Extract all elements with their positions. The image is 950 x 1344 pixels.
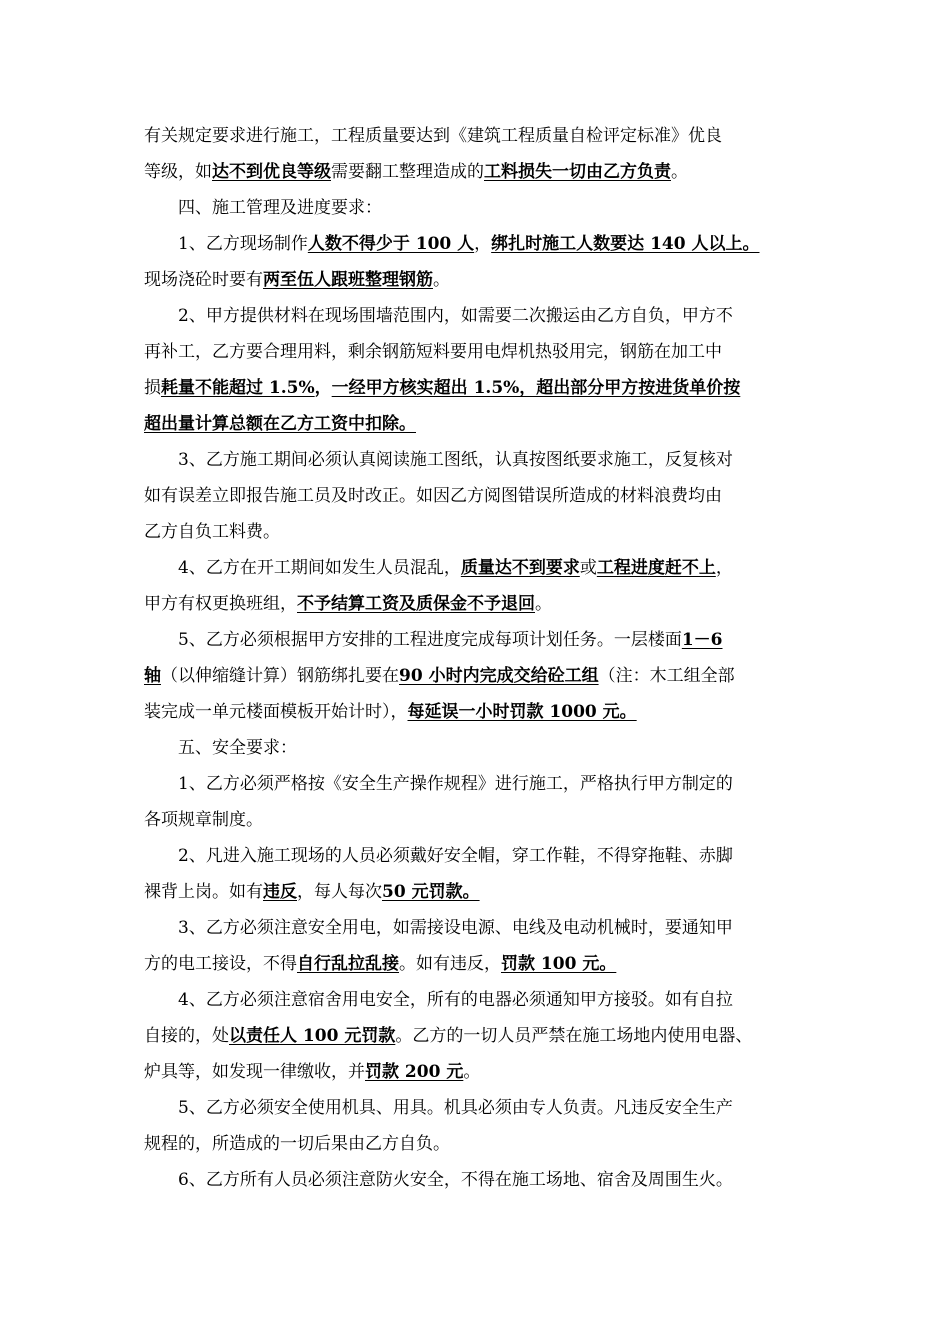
text-run: 6、乙方所有人员必须注意防火安全，不得在施工场地、宿舍及周围生火。 [178,1170,733,1190]
text-line [144,946,812,982]
text-run: 2、凡进入施工现场的人员必须戴好安全帽，穿工作鞋，不得穿拖鞋、赤脚 [178,846,733,866]
text-line [144,694,812,730]
text-line [144,910,812,946]
text-line [144,118,812,154]
text-run: 裸背上岗。如有 [144,882,263,902]
text-line [144,874,812,910]
text-run: 规程的，所造成的一切后果由乙方自负。 [144,1134,450,1154]
text-run: 5、乙方必须安全使用机具、用具。机具必须由专人负责。凡违反安全生产 [178,1098,733,1118]
text-line [144,838,812,874]
text-run: 需要翻工整理造成的 [331,162,484,182]
text-run: 。乙方的一切人员严禁在施工场地内使用电器、 [395,1026,753,1046]
text-run: 2、甲方提供材料在现场围墙范围内，如需要二次搬运由乙方自负，甲方不 [178,306,733,326]
text-run: 1、乙方现场制作 [178,234,308,254]
section-heading [144,730,812,766]
text-line [144,226,812,262]
emphasis-run: 质量达不到要求 [460,558,580,578]
text-run: ， [474,234,492,254]
text-run: 方的电工接设，不得 [144,954,297,974]
text-run: 4、乙方在开工期间如发生人员混乱， [178,558,461,578]
text-line [144,586,812,622]
text-run: （注：木工组全部 [598,666,735,686]
emphasis-run: 违反 [263,882,297,902]
text-run: 四、施工管理及进度要求： [178,198,382,218]
emphasis-run: 绑扎时施工人数要达 140 人以上。 [491,234,760,254]
text-run: 现场浇砼时要有 [144,270,263,290]
text-run: 五、安全要求： [178,738,297,758]
text-line [144,766,812,802]
text-line [144,1018,812,1054]
text-run: ，每人每次 [297,882,382,902]
text-run: 5、乙方必须根据甲方安排的工程进度完成每项计划任务。一层楼面 [178,630,682,650]
emphasis-run: 以责任人 100 元罚款 [229,1026,396,1046]
text-line [144,550,812,586]
text-run: 各项规章制度。 [144,810,263,830]
emphasis-run: 两至伍人跟班整理钢筋 [263,270,433,290]
text-line [144,1126,812,1162]
text-line [144,1090,812,1126]
text-run: ， [314,378,332,398]
text-run: 。 [433,270,450,290]
text-line [144,370,812,406]
emphasis-run: 超出量计算总额在乙方工资中扣除。 [144,414,416,434]
text-line [144,1162,812,1198]
text-line [144,1054,812,1090]
text-line [144,622,812,658]
text-line [144,658,812,694]
emphasis-run: 达不到优良等级 [212,162,331,182]
text-run: 自接的，处 [144,1026,229,1046]
text-line [144,406,812,442]
text-line [144,334,812,370]
text-run: 1、乙方必须严格按《安全生产操作规程》进行施工，严格执行甲方制定的 [178,774,733,794]
text-run: 如有误差立即报告施工员及时改正。如因乙方阅图错误所造成的材料浪费均由 [144,486,722,506]
text-run: 3、乙方必须注意安全用电，如需接设电源、电线及电动机械时，要通知甲 [178,918,733,938]
text-run: 或 [579,558,597,578]
text-run: 炉具等，如发现一律缴收，并 [144,1062,365,1082]
text-run: 3、乙方施工期间必须认真阅读施工图纸，认真按图纸要求施工，反复核对 [178,450,733,470]
emphasis-run: 人数不得少于 100 人 [307,234,475,254]
emphasis-run: 罚款 200 元 [365,1062,464,1082]
emphasis-run: 不予结算工资及质保金不予退回 [297,594,535,614]
document-body [144,118,812,1198]
text-run: ， [715,558,733,578]
text-run: 。 [671,162,688,182]
text-run: 4、乙方必须注意宿舍用电安全，所有的电器必须通知甲方接驳。如有自拉 [178,990,733,1010]
emphasis-run: 自行乱拉乱接 [297,954,399,974]
text-run: 等级，如 [144,162,212,182]
emphasis-run: 1－6 [681,630,723,650]
text-run: 甲方有权更换班组， [144,594,297,614]
text-line [144,802,812,838]
text-run: 。 [463,1062,481,1082]
emphasis-run: 轴 [144,666,161,686]
text-run: 再补工，乙方要合理用料，剩余钢筋短料要用电焊机热驳用完，钢筋在加工中 [144,342,722,362]
text-line [144,982,812,1018]
emphasis-run: 90 小时内完成交给砼工组 [399,666,599,686]
text-run: 。如有违反， [399,954,501,974]
text-line [144,262,812,298]
text-line [144,298,812,334]
emphasis-run: 工料损失一切由乙方负责 [484,162,671,182]
text-line [144,478,812,514]
emphasis-run: 工程进度赶不上 [596,558,716,578]
emphasis-run: 一经甲方核实超出 1.5%，超出部分甲方按进货单价按 [331,378,741,398]
text-run: 损 [144,378,161,398]
text-line [144,514,812,550]
text-run: 有关规定要求进行施工，工程质量要达到《建筑工程质量自检评定标准》优良 [144,126,722,146]
emphasis-run: 50 元罚款。 [382,882,480,902]
text-run: 乙方自负工料费。 [144,522,280,542]
text-run: （以伸缩缝计算）钢筋绑扎要在 [161,666,399,686]
emphasis-run: 罚款 100 元。 [501,954,617,974]
text-line [144,154,812,190]
emphasis-run: 每延误一小时罚款 1000 元。 [407,702,637,722]
text-run: 装完成一单元楼面模板开始计时）， [144,702,408,722]
section-heading [144,190,812,226]
text-run: 。 [535,594,552,614]
text-line [144,442,812,478]
emphasis-run: 耗量不能超过 1.5% [161,378,315,398]
